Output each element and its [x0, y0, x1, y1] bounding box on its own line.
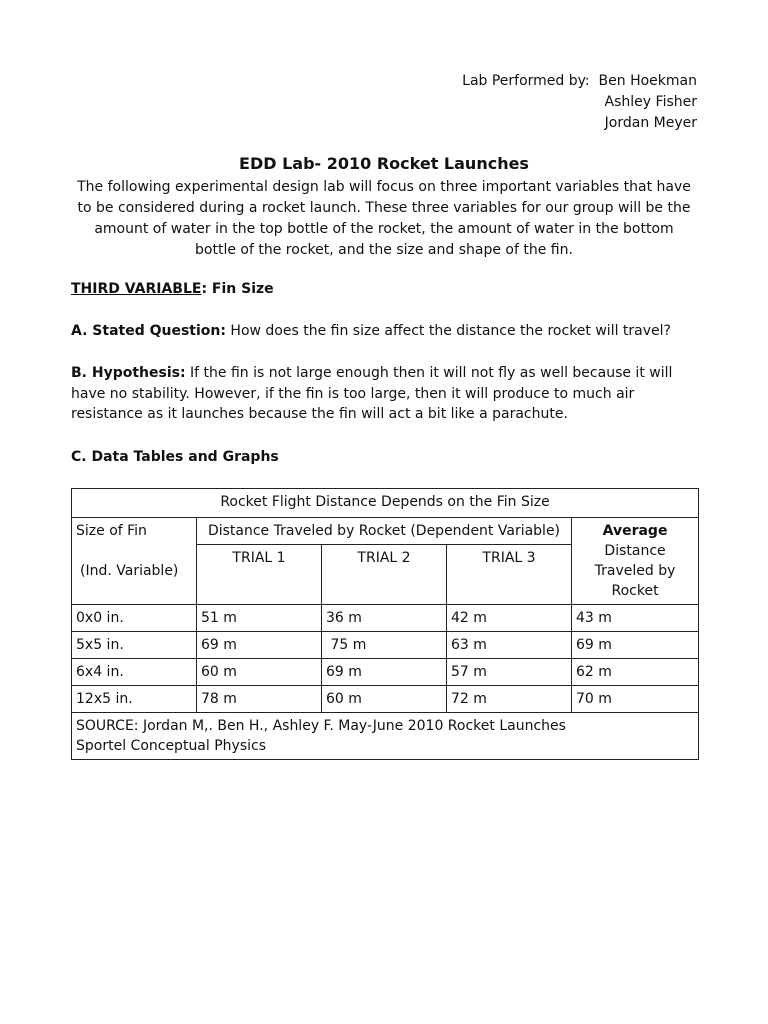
average-sub: Distance Traveled by Rocket — [594, 543, 676, 599]
stated-question — [71, 321, 701, 342]
authors-block — [397, 71, 697, 134]
cell-trial-1: 60 m — [197, 659, 322, 686]
cell-trial-3: 72 m — [447, 686, 572, 713]
cell-trial-2: 75 m — [322, 632, 447, 659]
author-name-2: Ashley Fisher — [604, 94, 697, 110]
intro-paragraph: The following experimental design lab will focus on three important variables that have to be considered during a rocket launch. These three variables for our group will be the amount of water in the top bottle of the rocket, the amount of water in the bottom bottle of the rocket, and the size and shape of the fin. — [77, 179, 691, 258]
source-line-1: SOURCE: Jordan M,. Ben H., Ashley F. May-June 2010 Rocket Launches — [76, 718, 566, 734]
cell-trial-2: 69 m — [322, 659, 447, 686]
cell-trial-3: 63 m — [447, 632, 572, 659]
cell-size: 12x5 in. — [72, 686, 197, 713]
hypothesis-text: If the fin is not large enough then it will not fly as well because it will have no stability. However, if the fin is too large, then it will produce to much air resistance as it launches because the fin will act a bit like a parachute. — [71, 365, 673, 422]
header-distance: Distance Traveled by Rocket (Dependent Variable) — [197, 518, 572, 545]
data-heading — [71, 447, 701, 468]
size-header-sub: (Ind. Variable) — [80, 563, 179, 579]
table-caption: Rocket Flight Distance Depends on the Fin Size — [72, 489, 699, 518]
cell-trial-1: 69 m — [197, 632, 322, 659]
cell-trial-1: 51 m — [197, 605, 322, 632]
header-size-of-fin — [72, 518, 197, 605]
third-variable-label: THIRD VARIABLE — [71, 281, 202, 297]
table-row — [72, 605, 699, 632]
cell-size: 5x5 in. — [72, 632, 197, 659]
document-title: EDD Lab- 2010 Rocket Launches — [239, 154, 529, 173]
header-trial-1: TRIAL 1 — [197, 545, 322, 605]
table-source — [72, 713, 699, 760]
third-variable-value: : Fin Size — [201, 281, 274, 297]
cell-size: 6x4 in. — [72, 659, 197, 686]
header-trial-2: TRIAL 2 — [322, 545, 447, 605]
cell-trial-1: 78 m — [197, 686, 322, 713]
author-name-3: Jordan Meyer — [604, 115, 697, 131]
question-text: How does the fin size affect the distance the rocket will travel? — [225, 323, 671, 339]
average-label: Average — [602, 523, 668, 539]
data-heading-text: C. Data Tables and Graphs — [71, 449, 279, 465]
cell-average: 43 m — [572, 605, 699, 632]
author-name-1: Ben Hoekman — [598, 73, 697, 89]
size-header-label: Size of Fin — [76, 523, 147, 539]
cell-average: 70 m — [572, 686, 699, 713]
cell-average: 62 m — [572, 659, 699, 686]
cell-trial-2: 60 m — [322, 686, 447, 713]
cell-trial-3: 57 m — [447, 659, 572, 686]
hypothesis-label: B. Hypothesis: — [71, 365, 186, 381]
table-row — [72, 632, 699, 659]
data-table — [71, 488, 699, 760]
question-label: A. Stated Question: — [71, 323, 226, 339]
table-row — [72, 659, 699, 686]
header-trial-3: TRIAL 3 — [447, 545, 572, 605]
hypothesis — [71, 363, 701, 425]
cell-size: 0x0 in. — [72, 605, 197, 632]
third-variable-line — [71, 279, 701, 300]
source-line-2: Sportel Conceptual Physics — [76, 738, 267, 754]
cell-trial-2: 36 m — [322, 605, 447, 632]
header-average — [572, 518, 699, 605]
table-row — [72, 686, 699, 713]
authors-label: Lab Performed by: — [462, 73, 590, 89]
cell-trial-3: 42 m — [447, 605, 572, 632]
cell-average: 69 m — [572, 632, 699, 659]
